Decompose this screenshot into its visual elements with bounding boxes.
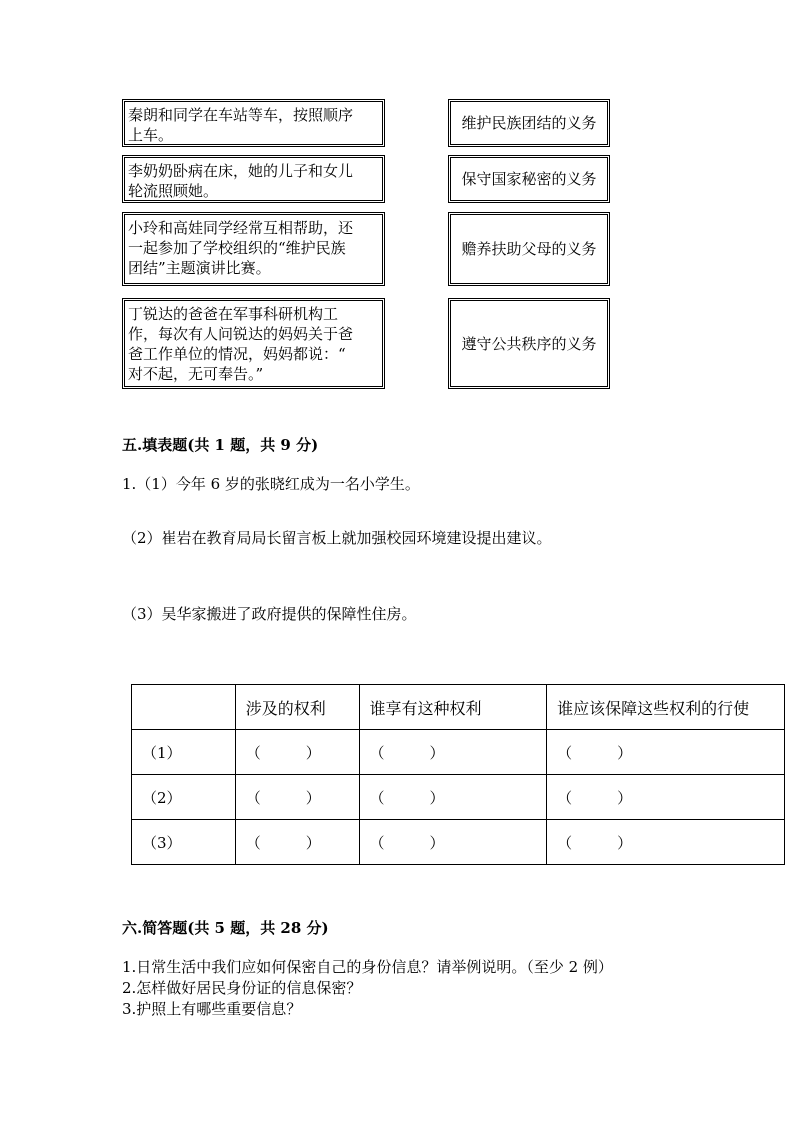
table-header-cell: 涉及的权利: [235, 685, 359, 730]
match-right-box-4: [448, 298, 610, 389]
match-right-label: 遵守公共秩序的义务: [461, 334, 597, 353]
table-cell: （1）: [132, 730, 236, 775]
table-header-cell: [132, 685, 236, 730]
match-left-line: 轮流照顾她。: [128, 182, 219, 200]
rights-table: [131, 684, 785, 865]
table-cell[interactable]: （ ）: [359, 775, 547, 820]
table-cell[interactable]: （ ）: [359, 730, 547, 775]
match-right-label: 赡养扶助父母的义务: [461, 240, 597, 258]
match-left-line: 爸工作单位的情况，妈妈都说：“: [128, 345, 346, 363]
table-cell[interactable]: （ ）: [547, 775, 785, 820]
table-header-cell: 谁应该保障这些权利的行使: [547, 685, 785, 730]
table-cell[interactable]: （ ）: [235, 775, 359, 820]
match-left-line: 一起参加了学校组织的“维护民族: [128, 239, 346, 257]
match-left-line: 李奶奶卧病在床，她的儿子和女儿: [128, 162, 354, 180]
match-left-box-3: [122, 212, 385, 286]
match-left-line: 小玲和高娃同学经常互相帮助，还: [128, 219, 354, 237]
match-right-box-2: [448, 155, 610, 203]
match-left-line: 丁锐达的爸爸在军事科研机构工: [128, 305, 339, 323]
match-left-line: 对不起，无可奉告。”: [128, 365, 264, 383]
table-cell[interactable]: （ ）: [235, 820, 359, 865]
table-header-row: [132, 685, 785, 730]
section5-question-3: （3）吴华家搬进了政府提供的保障性住房。: [122, 605, 417, 623]
match-right-label: 保守国家秘密的义务: [461, 170, 597, 188]
section6-heading: 六.简答题(共 5 题，共 28 分): [122, 919, 329, 937]
match-left-line: 团结”主题演讲比赛。: [128, 259, 271, 277]
table-cell[interactable]: （ ）: [235, 730, 359, 775]
match-right-box-1: [448, 99, 610, 147]
table-row: [132, 775, 785, 820]
table-cell: （2）: [132, 775, 236, 820]
section6-question-3: 3.护照上有哪些重要信息？: [122, 1000, 302, 1018]
table-cell: （3）: [132, 820, 236, 865]
table-cell[interactable]: （ ）: [359, 820, 547, 865]
match-left-line: 秦朗和同学在车站等车，按照顺序: [128, 106, 354, 124]
table-row: [132, 730, 785, 775]
section5-question-2: （2）崔岩在教育局局长留言板上就加强校园环境建设提出建议。: [122, 529, 552, 547]
table-row: [132, 820, 785, 865]
table-cell[interactable]: （ ）: [547, 730, 785, 775]
match-left-line: 上车。: [128, 126, 174, 144]
match-left-box-4: [122, 298, 385, 389]
section5-heading: 五.填表题(共 1 题，共 9 分): [122, 436, 319, 454]
match-right-box-3: [448, 212, 610, 286]
section6-question-2: 2.怎样做好居民身份证的信息保密？: [122, 979, 362, 997]
match-left-box-1: [122, 99, 385, 147]
match-left-line: 作，每次有人问锐达的妈妈关于爸: [128, 325, 354, 343]
section5-question-1: 1.（1）今年 6 岁的张晓红成为一名小学生。: [122, 475, 420, 493]
match-right-label: 维护民族团结的义务: [461, 114, 597, 132]
table-header-cell: 谁享有这种权利: [359, 685, 547, 730]
section6-question-1: 1.日常生活中我们应如何保密自己的身份信息？请举例说明。（至少 2 例）: [122, 958, 613, 976]
table-cell[interactable]: （ ）: [547, 820, 785, 865]
match-left-box-2: [122, 155, 385, 203]
